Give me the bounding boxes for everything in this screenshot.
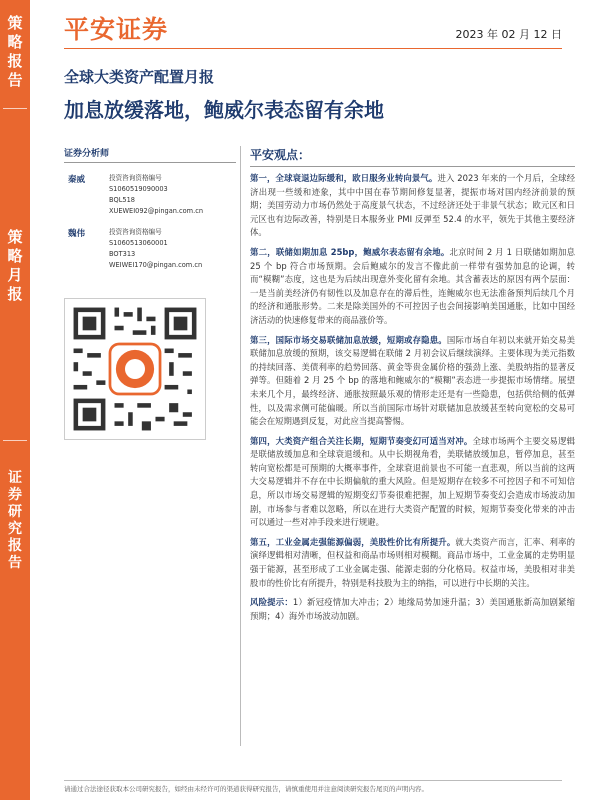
analyst-qualification-label: 投资咨询资格编号 [109,228,162,236]
column-divider [240,146,241,746]
sidebar [0,0,30,800]
risk-warning [250,596,575,623]
sidebar-divider [3,440,27,441]
viewpoint-paragraph [250,536,575,590]
analyst-code: BOT313 [109,250,136,258]
analyst-email[interactable]: WEIWEI170@pingan.com.cn [109,261,203,269]
paragraph-text: 进入 2023 年来的一个月后，全球经济出现一些缓和迹象，其中中国在春节期间修复显著，提振市场对国内经济前景的预期；美国劳动力市场仍然处于高度景气状态，不过经济还处于非景气状态；欧元区和日元区也有边际改善，特别是日本服务业 PMI 反弹至 52.4 的水平，领先于其他主要经济体。 [250,173,576,238]
report-date: 2023 年 02 月 12 日 [455,28,562,41]
sidebar-label-report-type: 策 略 报 告 [7,14,23,89]
analyst-entry [64,173,236,217]
sidebar-label-category: 证 券 研 究 报 告 [8,470,22,571]
paragraph-text: 就大类资产而言，汇率、利率的演绎逻辑相对清晰，但权益和商品市场则相对模糊。商品市场中，工业金属的走势明显强于能源，甚至形成了工业金属走强、能源走弱的分化格局。权益市场，美股相对非美股市的性价比有所提升，特别是科技股为主的纳指，可以进行中长期的关注。 [250,536,576,588]
analyst-license-number: S1060519090003 [109,185,168,193]
paragraph-text: 北京时间 2 月 1 日联储如期加息 25 个 bp 符合市场预期。会后鲍威尔的发言不像此前一样带有强势加息的论调，转而“模糊”态度，这也是为后续出现意外变化留有余地。其含蓄表达的原因有两个层面：一是当前美经济仍有韧性以及加息存在的滞后性，连鲍威尔也无法准备预判后续几个月的经济和通胀形势。二来是除美国外的不可控因子也会间接影响美国通胀，比如中国经济活动的快速修复带来的商品涨价等。 [250,246,575,325]
header-divider [64,48,562,49]
viewpoint-paragraph [250,246,575,328]
analyst-email[interactable]: XUEWEI092@pingan.com.cn [109,207,203,215]
paragraph-lead: 第一，全球衰退边际缓和，欧日服务业转向景气。 [250,173,438,183]
sidebar-label-series: 策 略 月 报 [7,228,23,303]
paragraph-text: 全球市场两个主要交易逻辑是联储放缓加息和全球衰退缓和。从中长期视角看，美联储放缓加息，暂停加息，甚至转向宽松都是可预期的大概率事件，全球衰退前景也不可能一直悲观，所以当前的这两大交易逻辑并不存在中长期偏航的重大风险。但是短期存在较多不可控因子和不可知信息，所以市场交易逻辑的短期变幻节奏很难把握，加上短期节奏变幻会造成市场波动加剧，市场参与者难以忽略，所以在进行大类资产配置的时候，短期节奏变化带来的冲击可以通过一些对冲手段来进行规避。 [250,435,576,528]
company-logo: 平安证券 [64,15,169,44]
report-headline: 加息放缓落地，鲍威尔表态留有余地 [64,98,384,122]
paragraph-lead: 第四，大类资产组合关注长期，短期节奏变幻可适当对冲。 [250,435,473,446]
analyst-entry [64,227,236,271]
paragraph-lead: 第五，工业金属走强能源偏弱，美股性价比有所提升。 [250,536,456,547]
viewpoint-title: 平安观点： [250,146,575,167]
paragraph-text: 国际市场自年初以来就开始交易美联储加息放缓的预期，该交易逻辑在联储 2 月初会议后继续演绎。主要体现为美元指数的持续回落、美债利率的趋势回落、黄金等贵金属价格的强劲上涨、美股纳指的显著反弹等。但随着 2 月 25 个 bp 的落地和鲍威尔的“模糊”表态进一步提振市场情绪。展望未来几个月，最终经济、通胀按照最乐观的情形走还是有一些隐患，包括供给侧的低弹性，以及需求侧可能偏暖。所以当前国际市场针对联储加息放缓甚至转向宽松的交易可能会在短期遇到反复，对此应当提高警惕。 [250,334,576,427]
analyst-license-number: S1060513060001 [109,239,168,247]
paragraph-text: 1）新冠疫情加大冲击；2）地缘局势加速升温；3）美国通胀新高加剧紧缩预期；4）海外市场波动加剧。 [250,597,576,621]
qr-code [64,298,206,440]
footer-disclaimer: 请通过合法途径获取本公司研究报告，如经由未经许可的渠道获得研究报告，请慎重使用并注意阅读研究报告尾页的声明内容。 [64,780,562,793]
paragraph-lead: 风险提示： [250,597,293,608]
paragraph-lead: 第三，国际市场交易联储加息放缓，短期或存隐患。 [250,334,447,345]
main-content [250,146,575,629]
qr-code-icon [69,303,201,435]
viewpoint-paragraph [250,334,575,429]
paragraph-lead: 第二，联储如期加息 25bp，鲍威尔表态留有余地。 [250,246,450,257]
viewpoint-paragraph [250,435,575,530]
sidebar-divider [3,108,27,109]
viewpoint-paragraph [250,172,575,240]
analyst-panel [64,146,236,271]
report-subtitle: 全球大类资产配置月报 [64,68,215,86]
analyst-name: 秦威 [68,175,86,185]
analyst-code: BQL518 [109,196,135,204]
analyst-name: 魏伟 [68,229,86,239]
analyst-panel-title: 证券分析师 [64,146,236,163]
analyst-qualification-label: 投资咨询资格编号 [109,174,162,182]
